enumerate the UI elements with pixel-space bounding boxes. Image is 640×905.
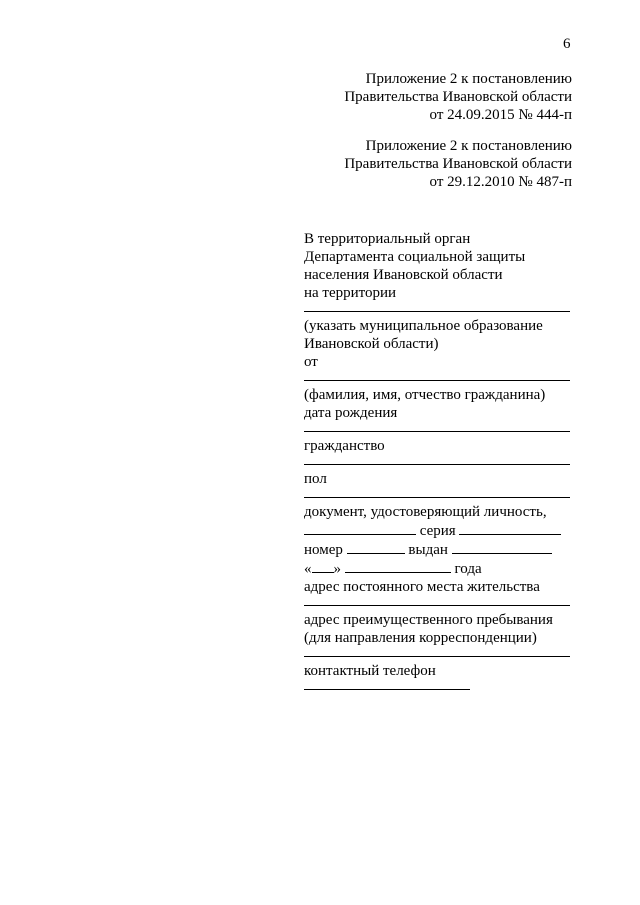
annex-1-line2: Правительства Ивановской области (344, 89, 572, 105)
issue-date-row (304, 559, 570, 578)
number-label: номер (304, 542, 343, 558)
citizenship-field[interactable] (304, 455, 570, 465)
annex-2-line3: от 29.12.2010 № 487-п (429, 174, 572, 190)
date-open-quote: « (304, 561, 312, 577)
year-label: года (454, 561, 482, 577)
annex-1-line3: от 24.09.2015 № 444-п (429, 107, 572, 123)
id-type-field[interactable] (304, 521, 416, 535)
issued-label: выдан (408, 542, 448, 558)
preferred-address-label: адрес преимущественного пребывания (304, 612, 553, 628)
sex-label: пол (304, 471, 327, 487)
sex-field[interactable] (304, 488, 570, 498)
number-field[interactable] (347, 540, 405, 554)
issue-month-year-field[interactable] (345, 559, 451, 573)
phone-label: контактный телефон (304, 663, 436, 679)
annex-header-2 (344, 137, 572, 191)
permanent-address-label: адрес постоянного места жительства (304, 579, 540, 595)
preferred-address-field[interactable] (304, 647, 570, 657)
from-label: от (304, 354, 318, 370)
id-document-label: документ, удостоверяющий личность, (304, 504, 547, 520)
birth-date-label: дата рождения (304, 405, 398, 421)
citizenship-label: гражданство (304, 438, 385, 454)
addressee-line3: населения Ивановской области (304, 267, 503, 283)
annex-header-1 (344, 70, 572, 124)
municipality-field[interactable] (304, 302, 570, 312)
series-label: серия (419, 523, 456, 539)
annex-2-line1: Приложение 2 к постановлению (365, 138, 572, 154)
permanent-address-field[interactable] (304, 596, 570, 606)
applicant-name-field[interactable] (304, 371, 570, 381)
id-type-series-row (304, 521, 570, 540)
municipality-hint-1: (указать муниципальное образование (304, 318, 543, 334)
annex-2-line2: Правительства Ивановской области (344, 156, 572, 172)
birth-date-field[interactable] (304, 422, 570, 432)
date-close-quote: » (333, 561, 341, 577)
phone-field[interactable] (304, 680, 470, 690)
application-form (304, 230, 570, 695)
addressee-line2: Департамента социальной защиты (304, 249, 526, 265)
series-field[interactable] (459, 521, 561, 535)
annex-1-line1: Приложение 2 к постановлению (365, 71, 572, 87)
municipality-hint-2: Ивановской области) (304, 336, 439, 352)
page-number: 6 (563, 36, 571, 52)
issue-day-field[interactable] (312, 559, 334, 573)
name-hint: (фамилия, имя, отчество гражданина) (304, 387, 546, 403)
issued-by-field[interactable] (452, 540, 552, 554)
preferred-address-hint: (для направления корреспонденции) (304, 630, 537, 646)
addressee-line4: на территории (304, 285, 397, 301)
addressee-line1: В территориальный орган (304, 231, 471, 247)
number-issued-row (304, 540, 570, 559)
